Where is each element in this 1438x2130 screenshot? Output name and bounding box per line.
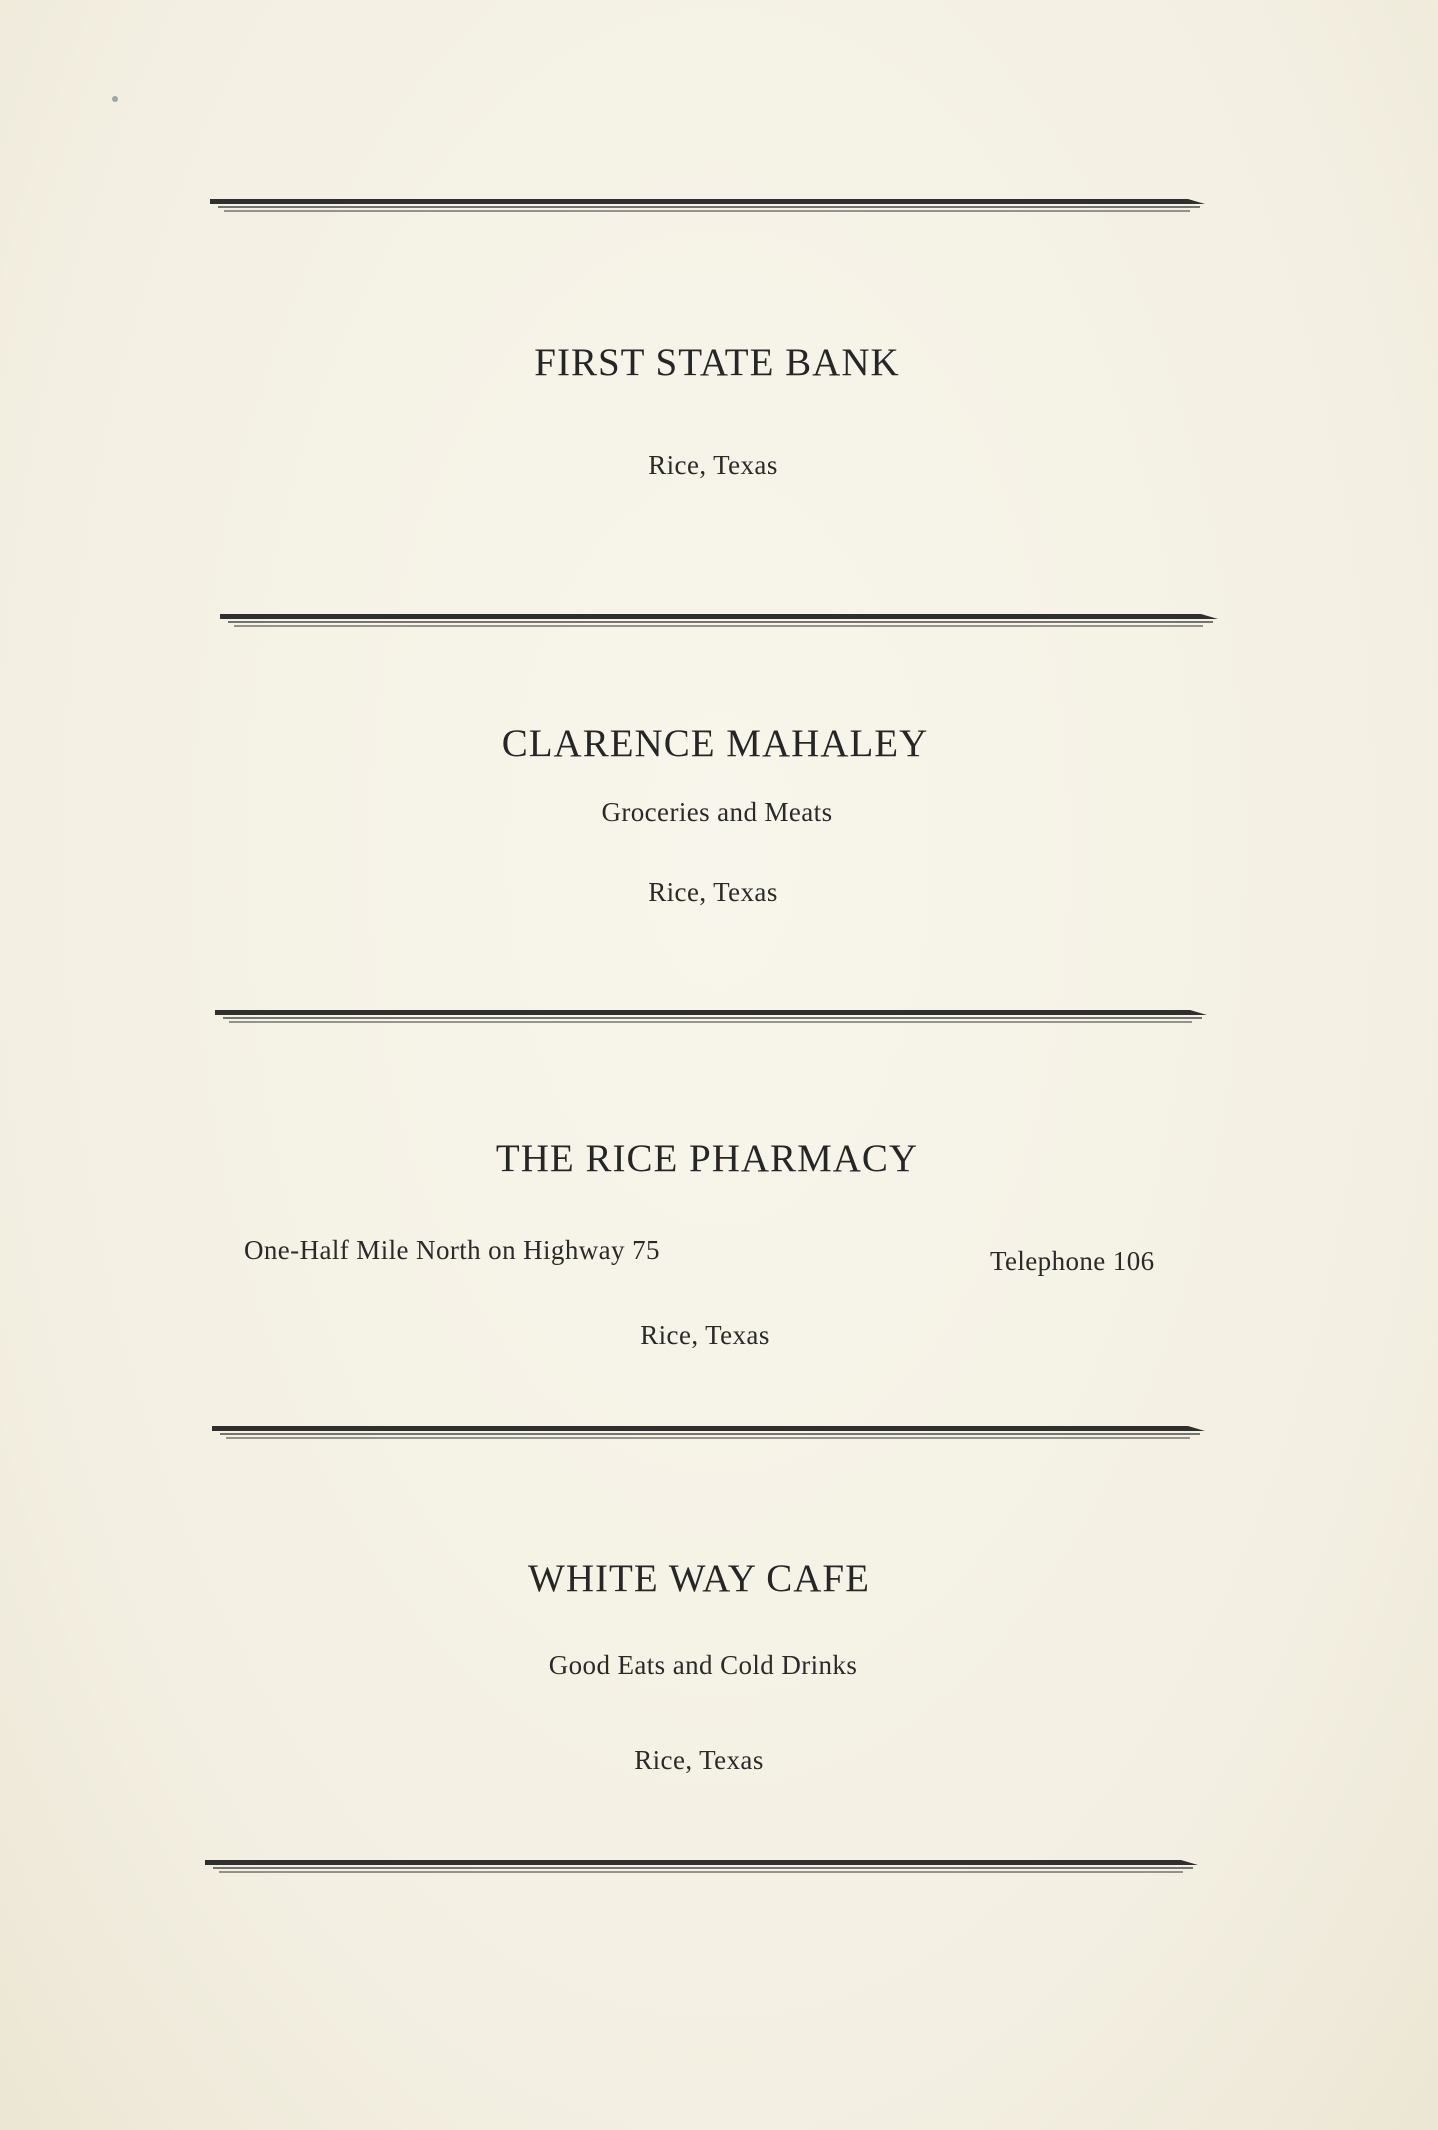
listing-3-address: One-Half Mile North on Highway 75 (244, 1235, 660, 1265)
listing-3-phone: Telephone 106 (990, 1246, 1155, 1276)
listing-3-name: THE RICE PHARMACY (495, 1137, 919, 1180)
listing-2-location: Rice, Texas (648, 877, 778, 907)
listing-2-description: Groceries and Meats (601, 797, 833, 827)
listing-4-description: Good Eats and Cold Drinks (548, 1650, 858, 1680)
divider-rule (212, 1419, 1205, 1443)
listing-2-name: CLARENCE MAHALEY (501, 722, 929, 765)
paper-speck (112, 96, 118, 102)
listing-1-location: Rice, Texas (648, 450, 778, 480)
listing-4-name: WHITE WAY CAFE (528, 1557, 870, 1600)
divider-rule (205, 1853, 1198, 1877)
listing-3-location: Rice, Texas (640, 1320, 770, 1350)
listing-1-name: FIRST STATE BANK (534, 341, 900, 384)
listing-4-location: Rice, Texas (634, 1745, 764, 1775)
divider-rule (210, 192, 1205, 216)
divider-rule (220, 607, 1218, 631)
divider-rule (215, 1003, 1207, 1027)
